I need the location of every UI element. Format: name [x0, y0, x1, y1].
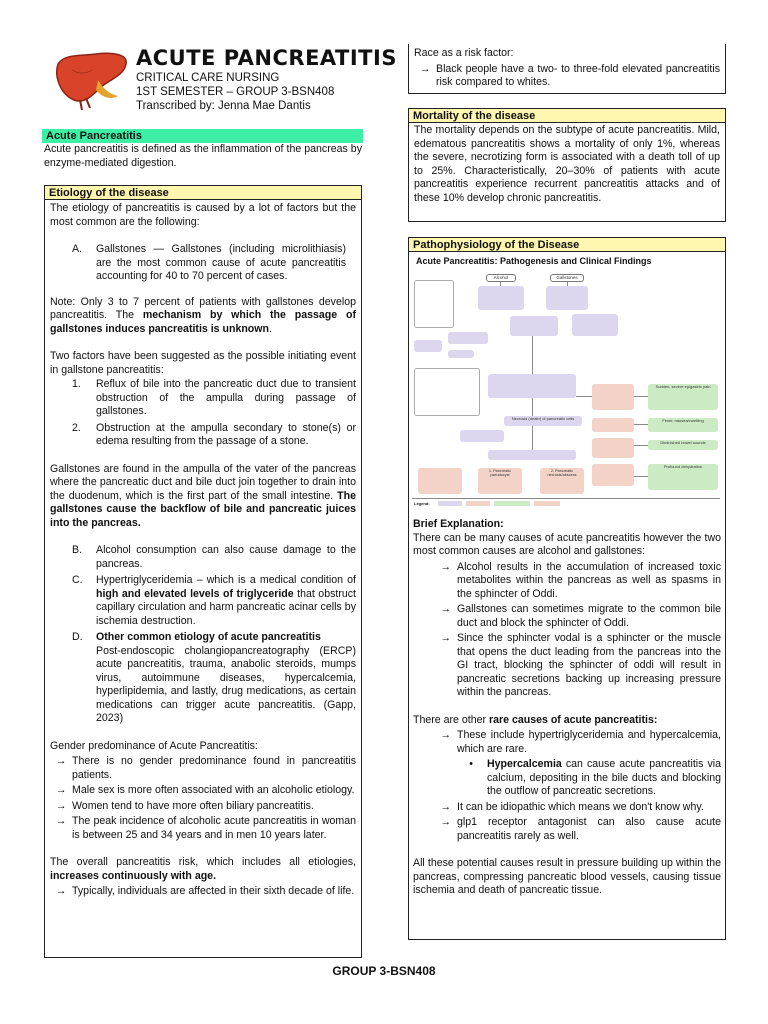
mortality-text: The mortality depends on the subtype of acute pancreatitis. Mild, edematous pancreatitis shows a mortality of only 1%, whereas the severe, necrotizing form is associated with a death toll of up to 25%. Characteristically, 20–30% of patients with acute pancreatitis experience recurrent pancreatitis attacks and of these 10% develop chronic pancreatitis. [414, 124, 720, 204]
diagram-legend: Legend: [414, 501, 430, 506]
list-item: → These include hypertriglyceridemia and hypercalcemia, which are rare. [440, 729, 721, 755]
section-heading-acute: Acute Pancreatitis [42, 129, 363, 143]
etiology-intro: The etiology of pancreatitis is caused by a lot of factors but the most common are the following: [50, 202, 356, 228]
list-item: B. Alcohol consumption can also cause damage to the pancreas. [72, 544, 356, 570]
list-item: A. Gallstones — Gallstones (including microlithiasis) are the most common cause of acute pancreatitis accounting for 40 to 70 percent of cases. [72, 243, 346, 282]
list-item: → Since the sphincter vodal is a sphincter or the muscle that opens the duct leading from the pancreas into the GI tract, blocking the sphincter of oddi will result in pancreatic secretions backing up increasing pressure within the pancreas. [440, 632, 721, 698]
etiology-box [44, 185, 362, 958]
diagram-node-alcohol: Alcohol [486, 274, 516, 282]
diagram-node-complications [418, 468, 462, 494]
two-factors: Two factors have been suggested as the possible initiating event in gallstone pancreatitis: [50, 350, 356, 376]
brief-explanation [413, 518, 721, 898]
list-item: → There is no gender predominance found in pancreatitis patients. [55, 755, 356, 781]
diagram-node-pain: Sudden, severe epigastric pain [648, 384, 718, 410]
gallstone-note: Note: Only 3 to 7 percent of patients with gallstones develop pancreatitis. The mechanism by which the passage of gallstones induces pancreatitis is unknown. [50, 295, 356, 335]
list-item: → Typically, individuals are affected in their sixth decade of life. [55, 885, 355, 897]
brief-heading: Brief Explanation: [413, 518, 504, 530]
overall-risk: The overall pancreatitis risk, which includes all etiologies, increases continuously with age. [50, 856, 356, 882]
legend-swatch-pathophysiology [438, 501, 462, 506]
legend-swatch-signs [494, 501, 530, 506]
semester-group: 1ST SEMESTER – GROUP 3-BSN408 [136, 86, 335, 98]
diagram-note [414, 280, 454, 328]
list-item: C. Hypertriglyceridemia – which is a medical condition of high and elevated levels of triglyceride that obstruct capillary circulation and harm pancreatic acinar cells by ischemia destruction. [72, 574, 356, 627]
closing-text: All these potential causes result in pressure building up within the pancreas, compressing pancreatic blood vessels, causing tissue ischemia and death of pancreatic tissue. [413, 857, 721, 896]
list-item: → Black people have a two- to three-fold elevated pancreatitis risk compared to whites. [419, 62, 720, 88]
diagram-node-cytokine [592, 418, 634, 432]
rare-causes: There are other rare causes of acute pancreatitis: [413, 713, 658, 726]
list-item: D. Other common etiology of acute pancreatitis Post-endoscopic cholangiopancreatography (ERCP) acute pancreatitis, trauma, anabolic steroids, mumps virus, autoimmune diseases, hypercalcemia, hyperlipidemia, and lastly, drug medications, as certain medications can trigger acute pancreatitis. (Gapp, 2023) [72, 631, 356, 724]
list-item: → It can be idiopathic which means we don't know why. [440, 800, 704, 813]
diagram-associated-signs [650, 314, 716, 362]
mortality-heading: Mortality of the disease [409, 109, 725, 123]
list-item: → Male sex is more often associated with an alcoholic etiology. [55, 784, 355, 796]
acute-definition: Acute pancreatitis is defined as the inflammation of the pancreas by enzyme-mediated digestion. [44, 143, 362, 169]
gallstone-location: Gallstones are found in the ampulla of the vater of the pancreas where the pancreatic duct and bile duct join together to drain into the duodenum, which is the first part of the small intestine. The gallstones cause the backflow of bile and pancreatic juices into the pancreas. [50, 462, 356, 529]
diagram-node-hypercalcemia [572, 314, 618, 336]
diagram-node-abscess: 2. Pancreatic necrosis/abscess [540, 468, 584, 494]
list-item: → Women tend to have more often biliary pancreatitis. [55, 799, 314, 812]
diagram-node-pseudocyst: 1. Pancreatic pseudocyst [478, 468, 522, 494]
diagram-node-migration [546, 286, 588, 310]
list-item: → Alcohol results in the accumulation of increased toxic metabolites within the pancreas as well as spasms in the sphincter of Oddi. [440, 560, 721, 600]
patho-heading: Pathophysiology of the Disease [409, 238, 725, 252]
list-item: 2. Obstruction at the ampulla secondary to stone(s) or edema resulting from the passage of a stone. [72, 421, 356, 447]
diagram-node-dehydration: Profound dehydration [648, 464, 718, 490]
list-item: → The peak incidence of alcoholic acute pancreatitis in woman is between 25 and 34 years and in men 10 years later. [55, 815, 356, 841]
diagram-further-investigations [414, 368, 480, 416]
gender-heading: Gender predominance of Acute Pancreatitis: [50, 739, 258, 752]
diagram-node-pressure [488, 374, 576, 398]
legend-swatch-complications [534, 501, 560, 506]
brief-intro: There can be many causes of acute pancreatitis however the two most common causes are alcohol and gallstones: [413, 531, 721, 557]
diagram-node-gallstones: Gallstones [550, 274, 584, 282]
diagram-node-idiopathic [448, 350, 474, 358]
pathogenesis-diagram [412, 254, 720, 518]
diagram-node-backup [510, 316, 558, 336]
diagram-node-necrosis: Necrosis (death) of pancreatic cells [504, 416, 582, 426]
diagram-node-permeable-vessels [592, 464, 634, 486]
diagram-node-unknown [414, 340, 442, 352]
legend-swatch-mechanism [466, 501, 490, 506]
page-title: ACUTE PANCREATITIS [136, 46, 397, 70]
list-item: → Gallstones can sometimes migrate to the common bile duct and block the sphincter of Oddi. [440, 603, 721, 629]
diagram-node-bowel: Diminished bowel sounds [648, 440, 718, 450]
course-name: CRITICAL CARE NURSING [136, 72, 280, 84]
race-heading: Race as a risk factor: [414, 47, 514, 59]
diagram-node-retroperitoneal [592, 384, 634, 410]
diagram-node-metabolites [478, 286, 524, 310]
etiology-heading: Etiology of the disease [45, 186, 361, 200]
list-item: 1. Reflux of bile into the pancreatic duct due to transient obstruction of the ampulla during passage of gallstones. [72, 378, 356, 417]
race-box [408, 44, 726, 94]
logo [52, 50, 130, 112]
pancreas-liver-icon [52, 50, 130, 112]
transcriber: Transcribed by: Jenna Mae Dantis [136, 100, 311, 112]
diagram-node-inflammation [460, 430, 504, 442]
diagram-node-hypertriglyceridemia [448, 332, 488, 344]
list-item: • Hypercalcemia can cause acute pancreatitis via calcium, depositing in the bile ducts and blocking the outflow of pancreatic secretions. [469, 758, 721, 797]
diagram-node-inflamed-pancreas [592, 438, 634, 458]
diagram-node-systemic [488, 450, 576, 460]
diagram-node-fever: Fever, nausea/vomiting [648, 418, 718, 432]
diagram-title: Acute Pancreatitis: Pathogenesis and Clinical Findings [416, 256, 652, 266]
list-item: → glp1 receptor antagonist can also cause acute pancreatitis rarely as well. [440, 816, 721, 842]
page-footer: GROUP 3-BSN408 [332, 964, 436, 978]
mortality-box [408, 108, 726, 222]
